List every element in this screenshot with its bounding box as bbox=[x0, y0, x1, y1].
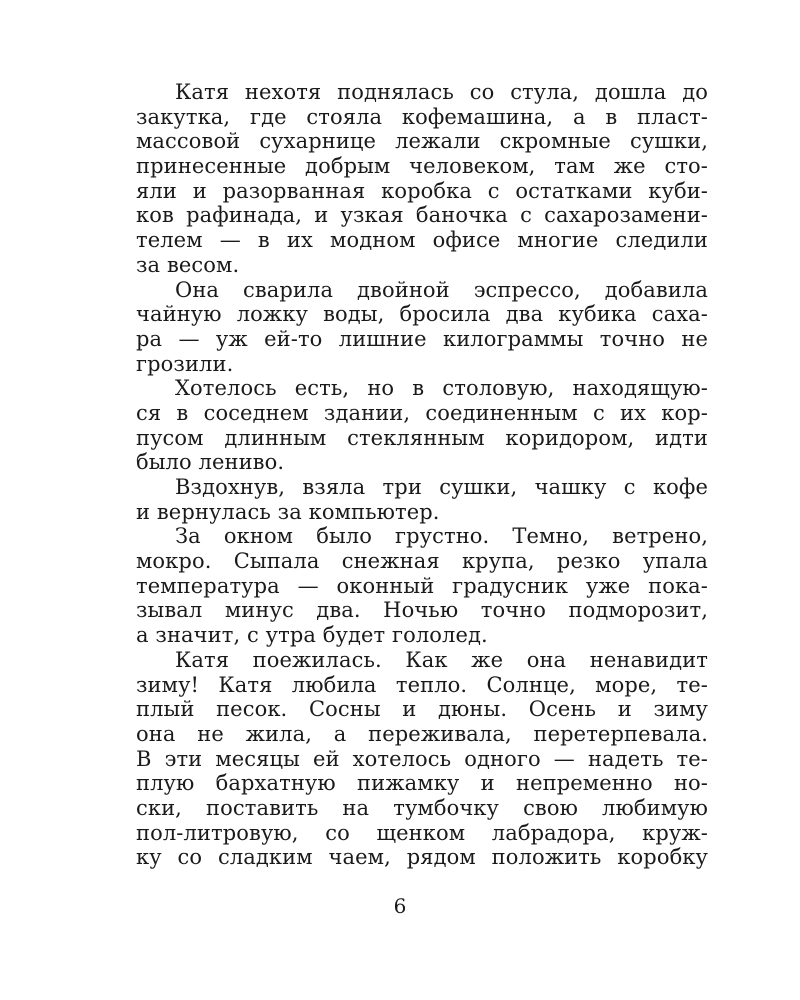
text-line: Катя поежилась. Как же она ненавидит bbox=[175, 647, 708, 672]
text-line: ски, поставить на тумбочку свою любимую bbox=[136, 795, 708, 820]
text-line: температура — оконный градусник уже пока- bbox=[136, 573, 708, 598]
text-line: принесенные добрым человеком, там же сто- bbox=[136, 154, 708, 179]
paragraph-1 bbox=[136, 80, 708, 278]
text-line: телем — в их модном офисе многие следили bbox=[136, 228, 708, 253]
page-number: 6 bbox=[393, 894, 407, 918]
text-line: плый песок. Сосны и дюны. Осень и зиму bbox=[136, 697, 708, 722]
text-line: закутка, где стояла кофемашина, а в пласт- bbox=[136, 104, 708, 129]
text-line: За окном было грустно. Темно, ветрено, bbox=[175, 524, 708, 549]
text-line: за весом. bbox=[136, 252, 240, 277]
paragraph-4 bbox=[136, 475, 708, 524]
paragraph-6 bbox=[136, 648, 708, 870]
text-line: В эти месяцы ей хотелось одного — надеть те- bbox=[136, 746, 708, 771]
text-line: и вернулась за компьютер. bbox=[136, 499, 440, 524]
text-line: Вздохнув, взяла три сушки, чашку с кофе bbox=[175, 475, 708, 499]
text-line: пол-литровую, со щенком лабрадора, круж- bbox=[136, 820, 708, 845]
text-line: ку со сладким чаем, рядом положить коробку bbox=[136, 845, 708, 870]
text-line: ра — уж ей-то лишние килограммы точно не bbox=[136, 326, 708, 351]
text-line: ся в соседнем здании, соединенным с их кор- bbox=[136, 400, 708, 425]
text-line: грозили. bbox=[136, 351, 234, 376]
text-line: она не жила, а переживала, перетерпевала. bbox=[136, 721, 708, 746]
text-line: массовой сухарнице лежали скромные сушки, bbox=[136, 129, 708, 154]
text-line: яли и разорванная коробка с остатками куби- bbox=[136, 178, 708, 203]
paragraph-3 bbox=[136, 376, 708, 475]
text-line: пусом длинным стеклянным коридором, идти bbox=[136, 425, 708, 450]
text-line: ков рафинада, и узкая баночка с сахарозамени- bbox=[136, 203, 708, 228]
text-line: было лениво. bbox=[136, 450, 285, 475]
text-line: а значит, с утра будет гололед. bbox=[136, 623, 488, 648]
paragraph-2 bbox=[136, 278, 708, 377]
text-line: зывал минус два. Ночью точно подморозит, bbox=[136, 598, 708, 623]
text-line: чайную ложку воды, бросила два кубика саха- bbox=[136, 302, 708, 327]
text-line: зиму! Катя любила тепло. Солнце, море, те- bbox=[136, 672, 708, 697]
page-body bbox=[136, 80, 708, 870]
text-line: плую бархатную пижамку и непременно но- bbox=[136, 771, 708, 796]
text-line: Хотелось есть, но в столовую, находящую- bbox=[175, 376, 708, 401]
paragraph-5 bbox=[136, 524, 708, 647]
text-line: мокро. Сыпала снежная крупа, резко упала bbox=[136, 549, 708, 574]
text-line: Она сварила двойной эспрессо, добавила bbox=[175, 277, 708, 302]
text-line: Катя нехотя поднялась со стула, дошла до bbox=[175, 80, 708, 104]
